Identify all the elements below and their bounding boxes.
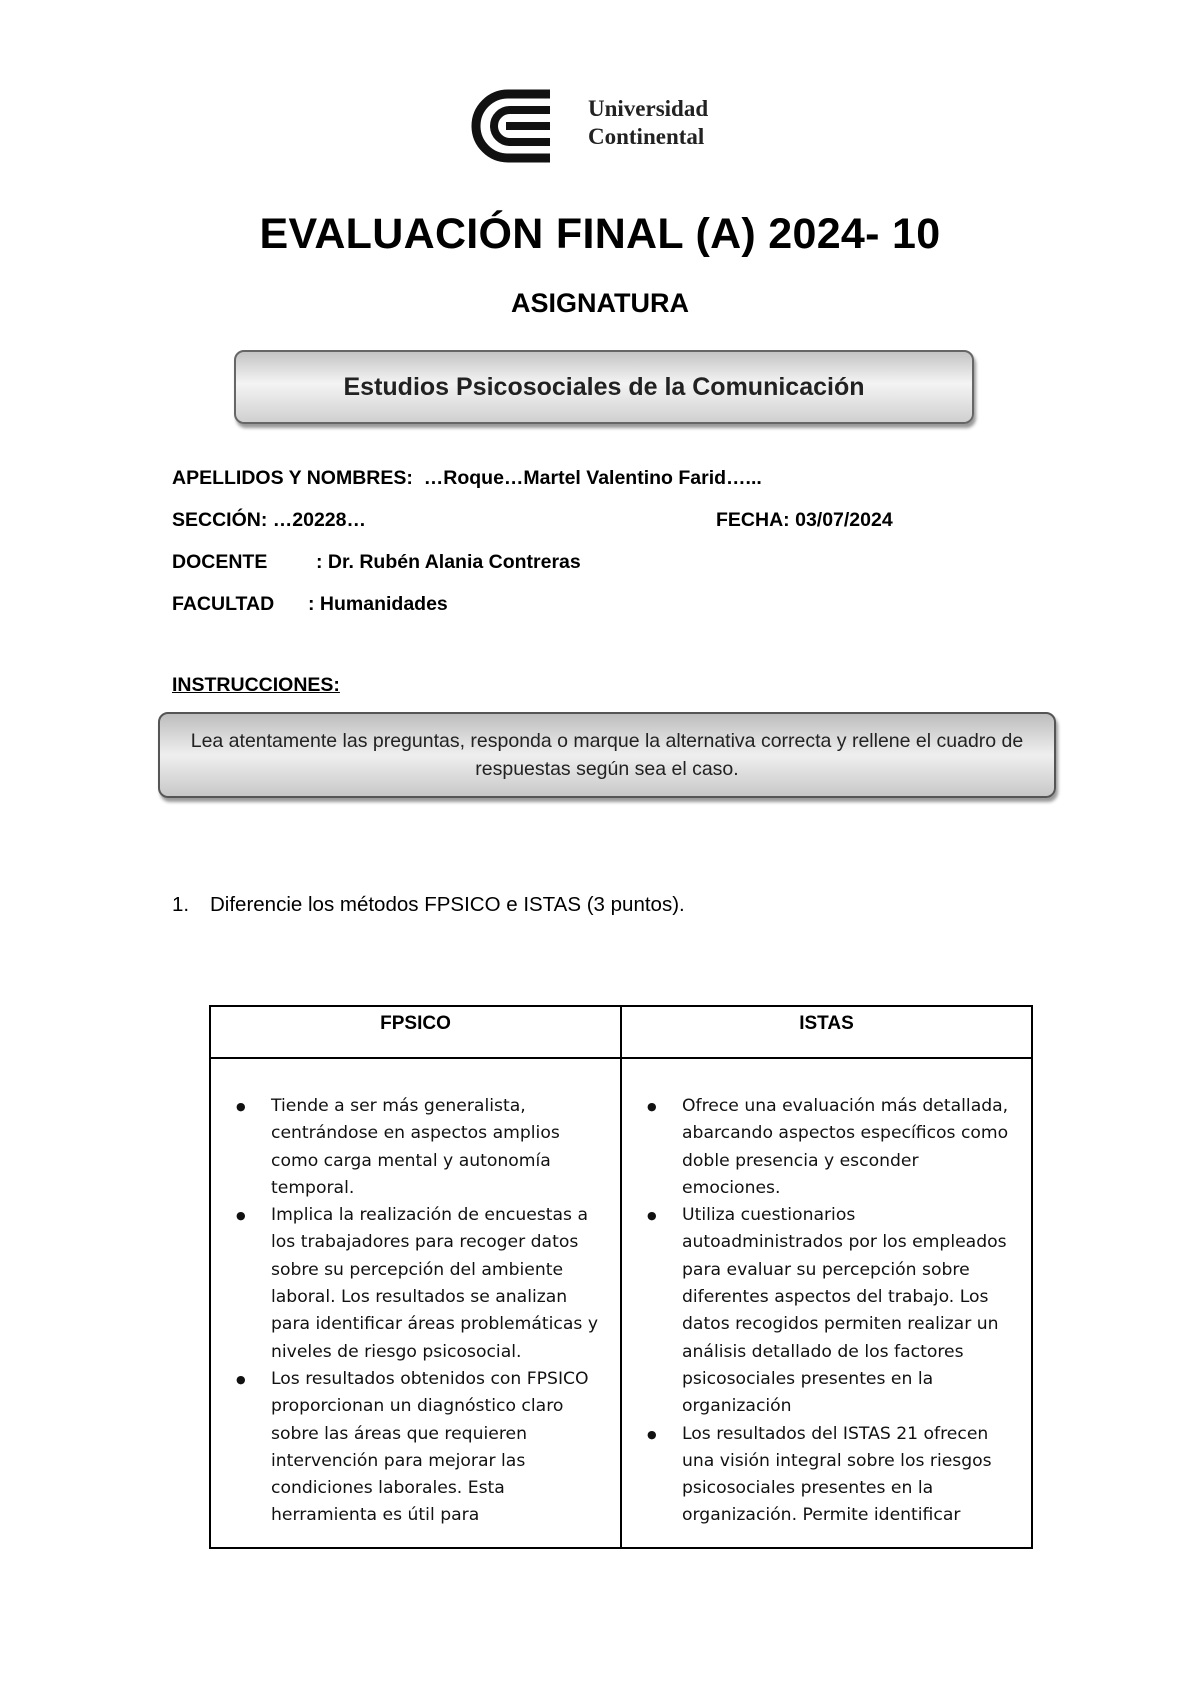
date-row (716, 509, 893, 532)
instructions-box (158, 712, 1056, 798)
logo-line-1: Universidad (588, 96, 709, 121)
teacher-row (172, 551, 581, 574)
question-1 (172, 893, 685, 917)
instructions-text: Lea atentamente las preguntas, responda o marque la alternativa correcta y rellene el cuadro de respuestas según sea el caso. (190, 730, 1024, 780)
teacher-label: DOCENTE (172, 551, 268, 573)
subject-label: ASIGNATURA (511, 288, 689, 318)
student-name-row (172, 467, 762, 490)
table-row (210, 1058, 1032, 1548)
header-fpsico: FPSICO (210, 1006, 621, 1058)
fpsico-cell (210, 1058, 621, 1548)
question-number: 1. (172, 893, 190, 916)
comparison-table (209, 1005, 1033, 1549)
subject-box (234, 350, 974, 424)
subject-name: Estudios Psicosociales de la Comunicación (343, 372, 865, 401)
section-row (172, 509, 366, 532)
section-label: SECCIÓN: (172, 509, 268, 531)
faculty-row (172, 593, 448, 616)
question-text: Diferencie los métodos FPSICO e ISTAS (3 puntos). (210, 893, 685, 916)
name-value: …Roque…Martel Valentino Farid…... (423, 467, 762, 489)
logo-line-2: Continental (588, 124, 705, 149)
list-item: ● Utiliza cuestionarios autoadministrados por los empleados para evaluar su percepción sobre diferentes aspectos del trabajo. Los datos recogidos permiten realizar un análisis detallado de los factores psicosociales presentes en la organización (682, 1202, 1021, 1420)
list-item: ● Los resultados obtenidos con FPSICO proporcionan un diagnóstico claro sobre las áreas que requieren intervención para mejorar las condiciones laborales. Esta herramienta es útil para (271, 1366, 610, 1530)
date-value: 03/07/2024 (795, 509, 893, 531)
instructions-heading: INSTRUCCIONES: (172, 674, 340, 696)
istas-cell (621, 1058, 1032, 1548)
fpsico-list (211, 1059, 620, 1530)
list-item: ● Implica la realización de encuestas a los trabajadores para recoger datos sobre su percepción del ambiente laboral. Los resultados se analizan para identificar áreas problemáticas y niveles de riesgo psicosocial. (271, 1202, 610, 1366)
istas-list (622, 1059, 1031, 1530)
list-item: ● Tiende a ser más generalista, centrándose en aspectos amplios como carga mental y autonomía temporal. (271, 1093, 610, 1202)
faculty-value: : Humanidades (308, 593, 448, 615)
name-label: APELLIDOS Y NOMBRES: (172, 467, 413, 489)
logo-text (588, 95, 708, 151)
exam-title: EVALUACIÓN FINAL (A) 2024- 10 (259, 210, 941, 258)
section-value: …20228… (272, 509, 366, 531)
faculty-label: FACULTAD (172, 593, 275, 615)
header-istas: ISTAS (621, 1006, 1032, 1058)
list-item: ● Ofrece una evaluación más detallada, abarcando aspectos específicos como doble presencia y esconder emociones. (682, 1093, 1021, 1202)
teacher-value: : Dr. Rubén Alania Contreras (316, 551, 581, 573)
list-item: ● Los resultados del ISTAS 21 ofrecen una visión integral sobre los riesgos psicosociales presentes en la organización. Permite identificar (682, 1421, 1021, 1530)
table-header-row (210, 1006, 1032, 1058)
date-label: FECHA: (716, 509, 790, 531)
